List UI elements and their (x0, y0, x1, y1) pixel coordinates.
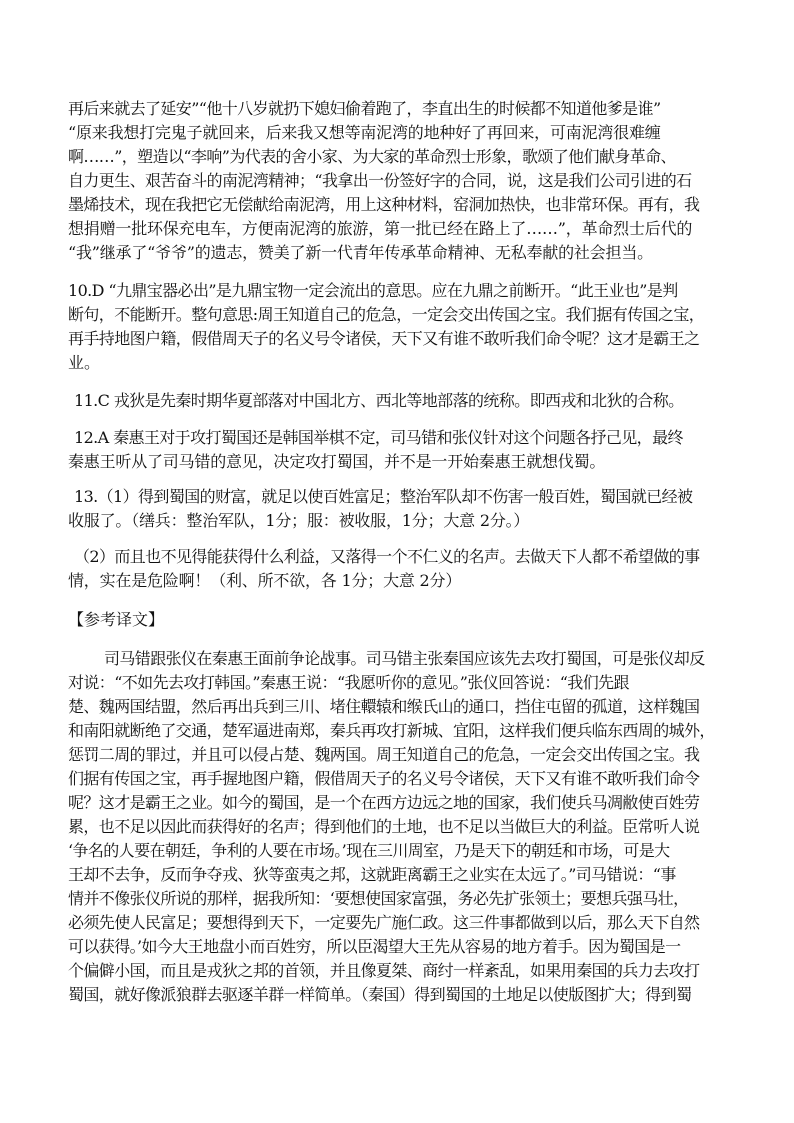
answer-12 (68, 427, 738, 475)
text-line: 司马错跟张仪在秦惠王面前争论战事。司马错主张秦国应该先去攻打蜀国，可是张仪却反 (104, 649, 705, 668)
text-line: 墨烯技术，现在我把它无偿献给南泥湾，用上这种材料，窑洞加热快，也非常环保。再有，我 (68, 195, 700, 214)
translation-paragraph (68, 648, 738, 1008)
text-line: 10.D “九鼎宝器必出”是九鼎宝物一定会流出的意思。应在九鼎之前断开。“此王业也”是判 (68, 281, 678, 300)
text-line: 和南阳就断绝了交通，楚军逼进南郑，秦兵再攻打新城、宜阳，这样我们便兵临东西周的城外， (68, 721, 715, 740)
text-line: 11.C 戎狄是先秦时期华夏部落对中国北方、西北等地部落的统称。即西戎和北狄的合称。 (74, 391, 684, 410)
answer-11 (68, 390, 738, 414)
text-line: ‘争名的人要在朝廷，争利的人要在市场。’现在三川周室，乃是天下的朝廷和市场，可是大 (68, 841, 670, 860)
text-line: 必须先使人民富足；要想得到天下，一定要先广施仁政。这三件事都做到以后，那么天下自然 (68, 913, 700, 932)
text-line: 12.A 秦惠王对于攻打蜀国还是韩国举棋不定，司马错和张仪针对这个问题各抒己见，最终 (74, 428, 683, 447)
text-line: 累，也不足以因此而获得好的名声；得到他们的土地，也不足以当做巨大的利益。臣常听人说 (68, 817, 700, 836)
text-line: “原来我想打完鬼子就回来，后来我又想等南泥湾的地种好了再回来，可南泥湾很难缠 (68, 123, 661, 142)
text-line: 呢？这才是霸王之业。如今的蜀国，是一个在西方边远之地的国家，我们使兵马凋敝使百姓劳 (68, 793, 700, 812)
text-line: 收服了。（缮兵：整治军队，1分；服：被收服，1分；大意 2分。） (68, 511, 530, 530)
text-line: 惩罚二周的罪过，并且可以侵占楚、魏两国。周王知道自己的危急，一定会交出传国之宝。我 (68, 745, 700, 764)
translation-header-block (68, 609, 738, 631)
text-line: 想捐赠一批环保充电车，方便南泥湾的旅游，第一批已经在路上了……”，革命烈士后代的 (68, 219, 693, 238)
text-line: 啊……”，塑造以“李响”为代表的舍小家、为大家的革命烈士形象，歌颂了他们献身革命、 (68, 147, 676, 166)
answer-13-1 (68, 486, 738, 534)
answer-10 (68, 280, 738, 376)
text-line: 可以获得。’如今大王地盘小而百姓穷，所以臣渴望大王先从容易的地方着手。因为蜀国是一 (68, 937, 681, 956)
text-line: 业。 (68, 353, 101, 372)
translation-header: 【参考译文】 (68, 610, 165, 629)
text-line: 13.（1）得到蜀国的财富，就足以使百姓富足；整治军队却不伤害一般百姓，蜀国就已经被 (74, 487, 693, 506)
text-line: 个偏僻小国，而且是戎狄之邦的首领，并且像夏桀、商纣一样紊乱，如果用秦国的兵力去攻打 (68, 961, 700, 980)
text-line: 秦惠王听从了司马错的意见，决定攻打蜀国，并不是一开始秦惠王就想伐蜀。 (68, 452, 606, 471)
text-line: 再手持地图户籍，假借周天子的名义号令诸侯，天下又有谁不敢听我们命令呢？这才是霸王之 (68, 329, 700, 348)
text-line: 情，实在是危险啊！（利、所不欲，各 1分；大意 2分） (68, 571, 462, 590)
text-line: 们据有传国之宝，再手握地图户籍，假借周天子的名义号令诸侯，天下又有谁不敢听我们命令 (68, 769, 700, 788)
answer-13-2 (68, 546, 738, 594)
text-line: 蜀国，就好像派狼群去驱逐羊群一样简单。（秦国）得到蜀国的土地足以使版图扩大；得到蜀 (68, 985, 692, 1004)
analysis-paragraph (68, 98, 738, 266)
text-line: 王却不去争，反而争夺戎、狄等蛮夷之邦，这就距离霸王之业实在太远了。”司马错说：“事 (68, 865, 676, 884)
text-line: 情并不像张仪所说的那样，据我所知：‘要想使国家富强，务必先扩张领土；要想兵强马壮， (68, 889, 689, 908)
text-line: 再后来就去了延安”“他十八岁就扔下媳妇偷着跑了，李直出生的时候都不知道他爹是谁” (68, 99, 661, 118)
text-line: 楚、魏两国结盟，然后再出兵到三川、堵住轘辕和缑氏山的通口，挡住屯留的孤道，这样魏国 (68, 697, 700, 716)
text-line: （2）而且也不见得能获得什么利益，又落得一个不仁义的名声。去做天下人都不希望做的事 (74, 547, 700, 566)
text-line: 对说：“不如先去攻打韩国。”秦惠王说：“我愿听你的意见。”张仪回答说：“我们先跟 (68, 673, 629, 692)
text-line: 自力更生、艰苦奋斗的南泥湾精神；“我拿出一份签好字的合同，说，这是我们公司引进的石 (68, 171, 692, 190)
text-line: 断句，不能断开。整句意思:周王知道自己的危急，一定会交出传国之宝。我们据有传国之宝， (68, 305, 705, 324)
text-line: “我”继承了“爷爷”的遗志，赞美了新一代青年传承革命精神、无私奉献的社会担当。 (68, 243, 653, 262)
